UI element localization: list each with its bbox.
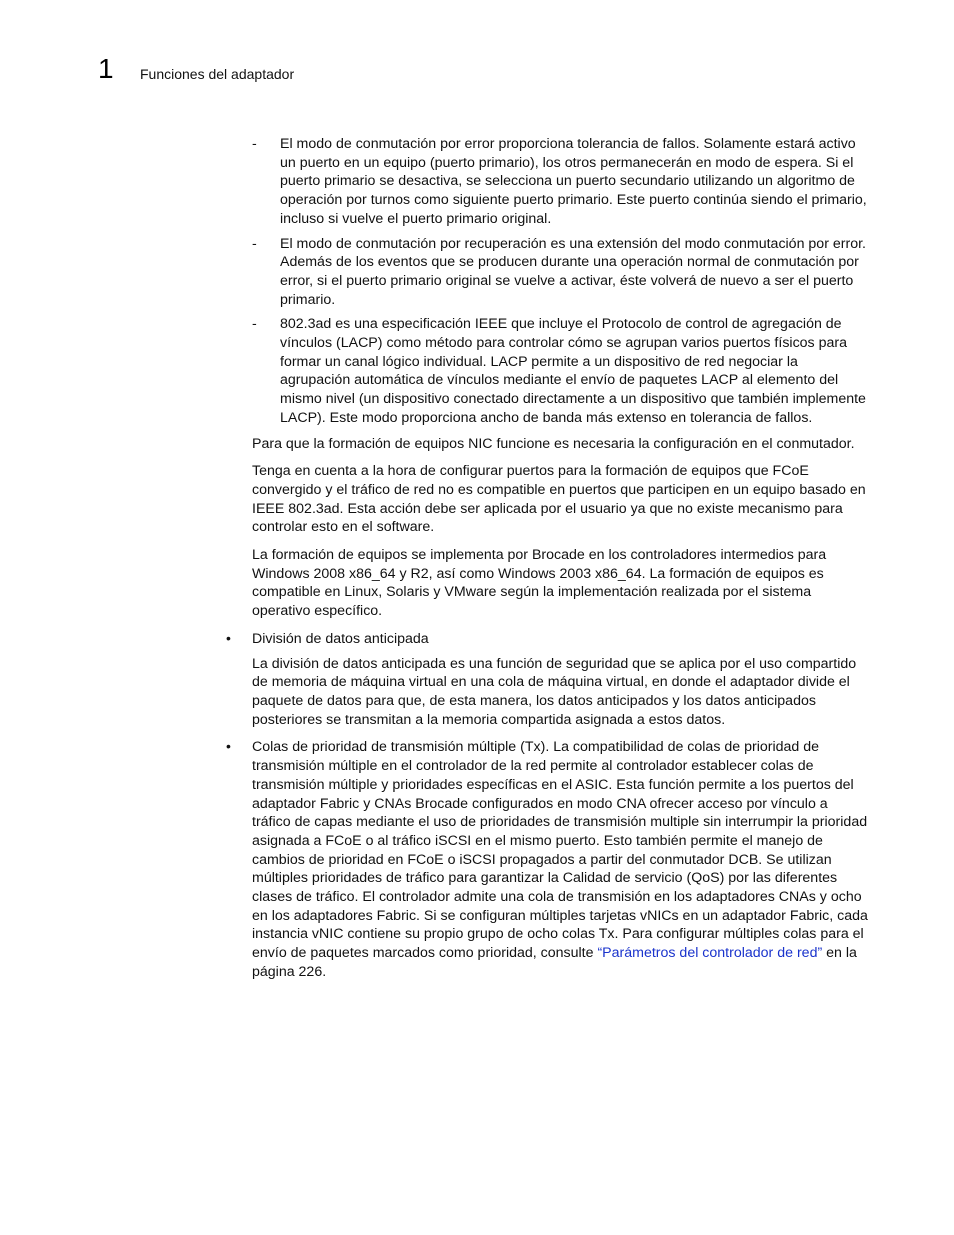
paragraph-fcoe-teaming-note: Tenga en cuenta a la hora de configurar puertos para la formación de equipos que FCoE convergido y el tráfico de red no es compatible en puertos que participen en un equipo basado en IEEE 802.3ad. Esta acción debe ser aplicada por el usuario ya que no existe mecanismo para controlar esto en el software. xyxy=(252,463,866,536)
bullet-body: La división de datos anticipada es una función de seguridad que se aplica por el uso compartido de memoria de máquina virtual en una cola de máquina virtual, en donde el adaptador divide el paquete de datos para que, de esta manera, los datos anticipados y los datos anticipados posteriores se transmitan a la memoria compartida asignada a estos datos. xyxy=(252,655,857,728)
chapter-number: 1 xyxy=(98,53,114,84)
dash-item-text: 802.3ad es una especificación IEEE que incluye el Protocolo de control de agregación de vínculos (LACP) como método para controlar cómo se agrupan varios puertos físicos para formar un canal lógico individual. LACP permite a un dispositivo de red negociar la agrupación automática de vínculos mediante el envío de paquetes LACP al elemento del mismo nivel (un dispositivo conectado directamente a un dispositivo que también implemente LACP). Este modo proporciona ancho de banda más extenso en tolerancia de fallos. xyxy=(280,316,866,426)
bullet-title: División de datos anticipada xyxy=(252,630,429,647)
bullet-icon: • xyxy=(226,738,231,755)
bullet-body-text: Colas de prioridad de transmisión múltiple (Tx). La compatibilidad de colas de prioridad de transmisión múltiple en el controlador de la red permite al controlador establecer colas de transmisión múltiple y prioridades específicas en el ASIC. Esta función permite a los puertos del adaptador Fabric y CNAs Brocade configurados en modo CNA ofrecer acceso por vínculo a tráfico de capas mediante el uso de prioridades de transmisión multiple sin interrumpir la prioridad asignada a FCoE o al tráfico iSCSI en el mismo puerto. Esto también permite el manejo de cambios de prioridad en FCoE o iSCSI propagados a partir del conmutador DCB. Se utilizan múltiples prioridades de tráfico para garantizar la Calidad de servicio (QoS) por las diferentes clases de tráfico. El controlador admite una cola de transmisión en los adaptadores CNAs y ocho en los adaptadores Fabric. Si se configuran múltiples tarjetas vNICs en un adaptador Fabric, cada instancia vNIC contiene su propio grupo de ocho colas Tx. Para configurar múltiples colas para el envío de paquetes marcados como prioridad, consulte xyxy=(252,739,868,962)
cross-reference-link[interactable]: “Parámetros del controlador de red” xyxy=(597,945,823,962)
dash-item-text: El modo de conmutación por error proporciona tolerancia de fallos. Solamente estará activo un puerto en un equipo (puerto primario), los otros permanecerán en modo de espera. Si el puerto primario se desactiva, se selecciona un puerto secundario utilizando un algoritmo de operación por turnos como siguiente puerto primario. Este puerto continúa siendo el primario, incluso si vuelve el puerto primario original. xyxy=(280,136,867,227)
paragraph-nic-teaming-switch: Para que la formación de equipos NIC funcione es necesaria la configuración en el conmutador. xyxy=(252,435,855,452)
dash-list-item xyxy=(252,135,870,229)
dash-marker: - xyxy=(252,136,257,152)
dash-marker: - xyxy=(252,235,257,252)
dash-marker: - xyxy=(252,316,257,333)
bullet-body xyxy=(252,738,870,981)
bullet-header-data-split xyxy=(226,629,870,730)
bullet-icon: • xyxy=(226,629,231,646)
chapter-title: Funciones del adaptador xyxy=(140,66,295,82)
dash-item-text: El modo de conmutación por recuperación es una extensión del modo conmutación por error. Además de los eventos que se producen durante una operación normal de conmutación por error, si el puerto primario original se vuelve a activar, éste volverá de nuevo a ser el puerto primario. xyxy=(280,235,866,308)
dash-list-item xyxy=(252,315,870,427)
bullet-tx-priority-queues xyxy=(226,738,870,981)
bullet-body-suffix: en la página 226. xyxy=(252,945,857,980)
paragraph-teaming-platforms: La formación de equipos se implementa por Brocade en los controladores intermedios para Windows 2008 x86_64 y R2, así como Windows 2003 x86_64. La formación de equipos es compatible en Linux, Solaris y VMware según la implementación realizada por el sistema operativo específico. xyxy=(252,547,827,620)
page-body xyxy=(226,135,870,988)
dash-list-item xyxy=(252,235,870,310)
